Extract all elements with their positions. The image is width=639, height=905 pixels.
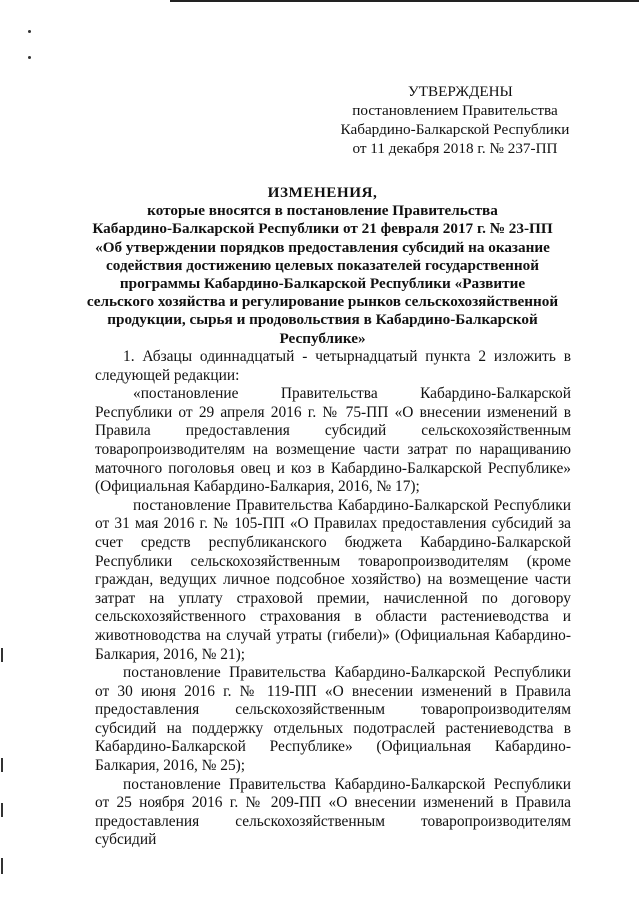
title-line: сельского хозяйства и регулирование рынков сельскохозяйственной bbox=[86, 293, 559, 311]
margin-mark bbox=[1, 858, 3, 874]
title-line: Республике» bbox=[279, 329, 366, 347]
approved-heading: УТВЕРЖДЕНЫ bbox=[408, 83, 513, 100]
title-line: Кабардино-Балкарской Республики от 21 февраля 2017 г. № 23-ПП bbox=[92, 220, 553, 238]
approval-stamp-block bbox=[330, 82, 580, 158]
approved-line: постановлением Правительства bbox=[352, 102, 558, 119]
document-title bbox=[80, 184, 565, 348]
body-paragraph: постановление Правительства Кабардино-Балкарской Республики от 30 июня 2016 г. № 119-ПП «О внесении изменений в Правила предоставления сельскохозяйственным товаропроизводителям субсидий на поддержку отдельных подотраслей растениеводства в Кабардино-Балкарской Республике» (Официальная Кабардино-Балкария, 2016, № 25); bbox=[95, 664, 571, 775]
margin-mark bbox=[1, 648, 3, 662]
scan-speck bbox=[28, 30, 31, 33]
title-line: ИЗМЕНЕНИЯ, bbox=[267, 184, 378, 201]
title-line: «Об утверждении порядков предоставления субсидий на оказание bbox=[95, 238, 550, 256]
scan-top-edge-line bbox=[170, 0, 639, 2]
margin-mark bbox=[1, 758, 3, 772]
approved-line: от 11 декабря 2018 г. № 237-ПП bbox=[352, 140, 558, 157]
body-paragraph: постановление Правительства Кабардино-Балкарской Республики от 25 ноября 2016 г. № 209-ПП «О внесении изменений в Правила предоставления сельскохозяйственным товаропроизводителям субсидий bbox=[95, 775, 571, 849]
body-paragraph: 1. Абзацы одиннадцатый - четырнадцатый пункта 2 изложить в следующей редакции: bbox=[95, 348, 571, 384]
body-paragraph: «постановление Правительства Кабардино-Балкарской Республики от 29 апреля 2016 г. № 75-ПП «О внесении изменений в Правила предоставления субсидий сельскохозяйственным товаропроизводителям на возмещение части затрат по наращиванию маточного поголовья овец и коз в Кабардино-Балкарской Республике» (Официальная Кабардино-Балкария, 2016, № 17); bbox=[95, 385, 571, 496]
margin-mark bbox=[1, 803, 3, 817]
title-line: содействия достижению целевых показателей государственной bbox=[106, 256, 539, 274]
body-paragraph: постановление Правительства Кабардино-Балкарской Республики от 31 мая 2016 г. № 105-ПП «О Правилах предоставления субсидий за счет средств республиканского бюджета Кабардино-Балкарской Республики сельскохозяйственным товаропроизводителям (кроме граждан, ведущих личное подсобное хозяйство) на возмещение части затрат на уплату страховой премии, начисленной по договору сельскохозяйственного страхования в области растениеводства и животноводства на случай утраты (гибели)» (Официальная Кабардино-Балкария, 2016, № 21); bbox=[95, 496, 571, 663]
title-line: программы Кабардино-Балкарской Республики «Развитие bbox=[119, 275, 526, 293]
title-line: которые вносятся в постановление Правительства bbox=[147, 202, 498, 220]
document-body bbox=[95, 348, 571, 850]
title-line: продукции, сырья и продовольствия в Кабардино-Балкарской bbox=[107, 311, 538, 329]
approved-line: Кабардино-Балкарской Республики bbox=[340, 121, 570, 138]
scan-speck bbox=[28, 56, 31, 59]
